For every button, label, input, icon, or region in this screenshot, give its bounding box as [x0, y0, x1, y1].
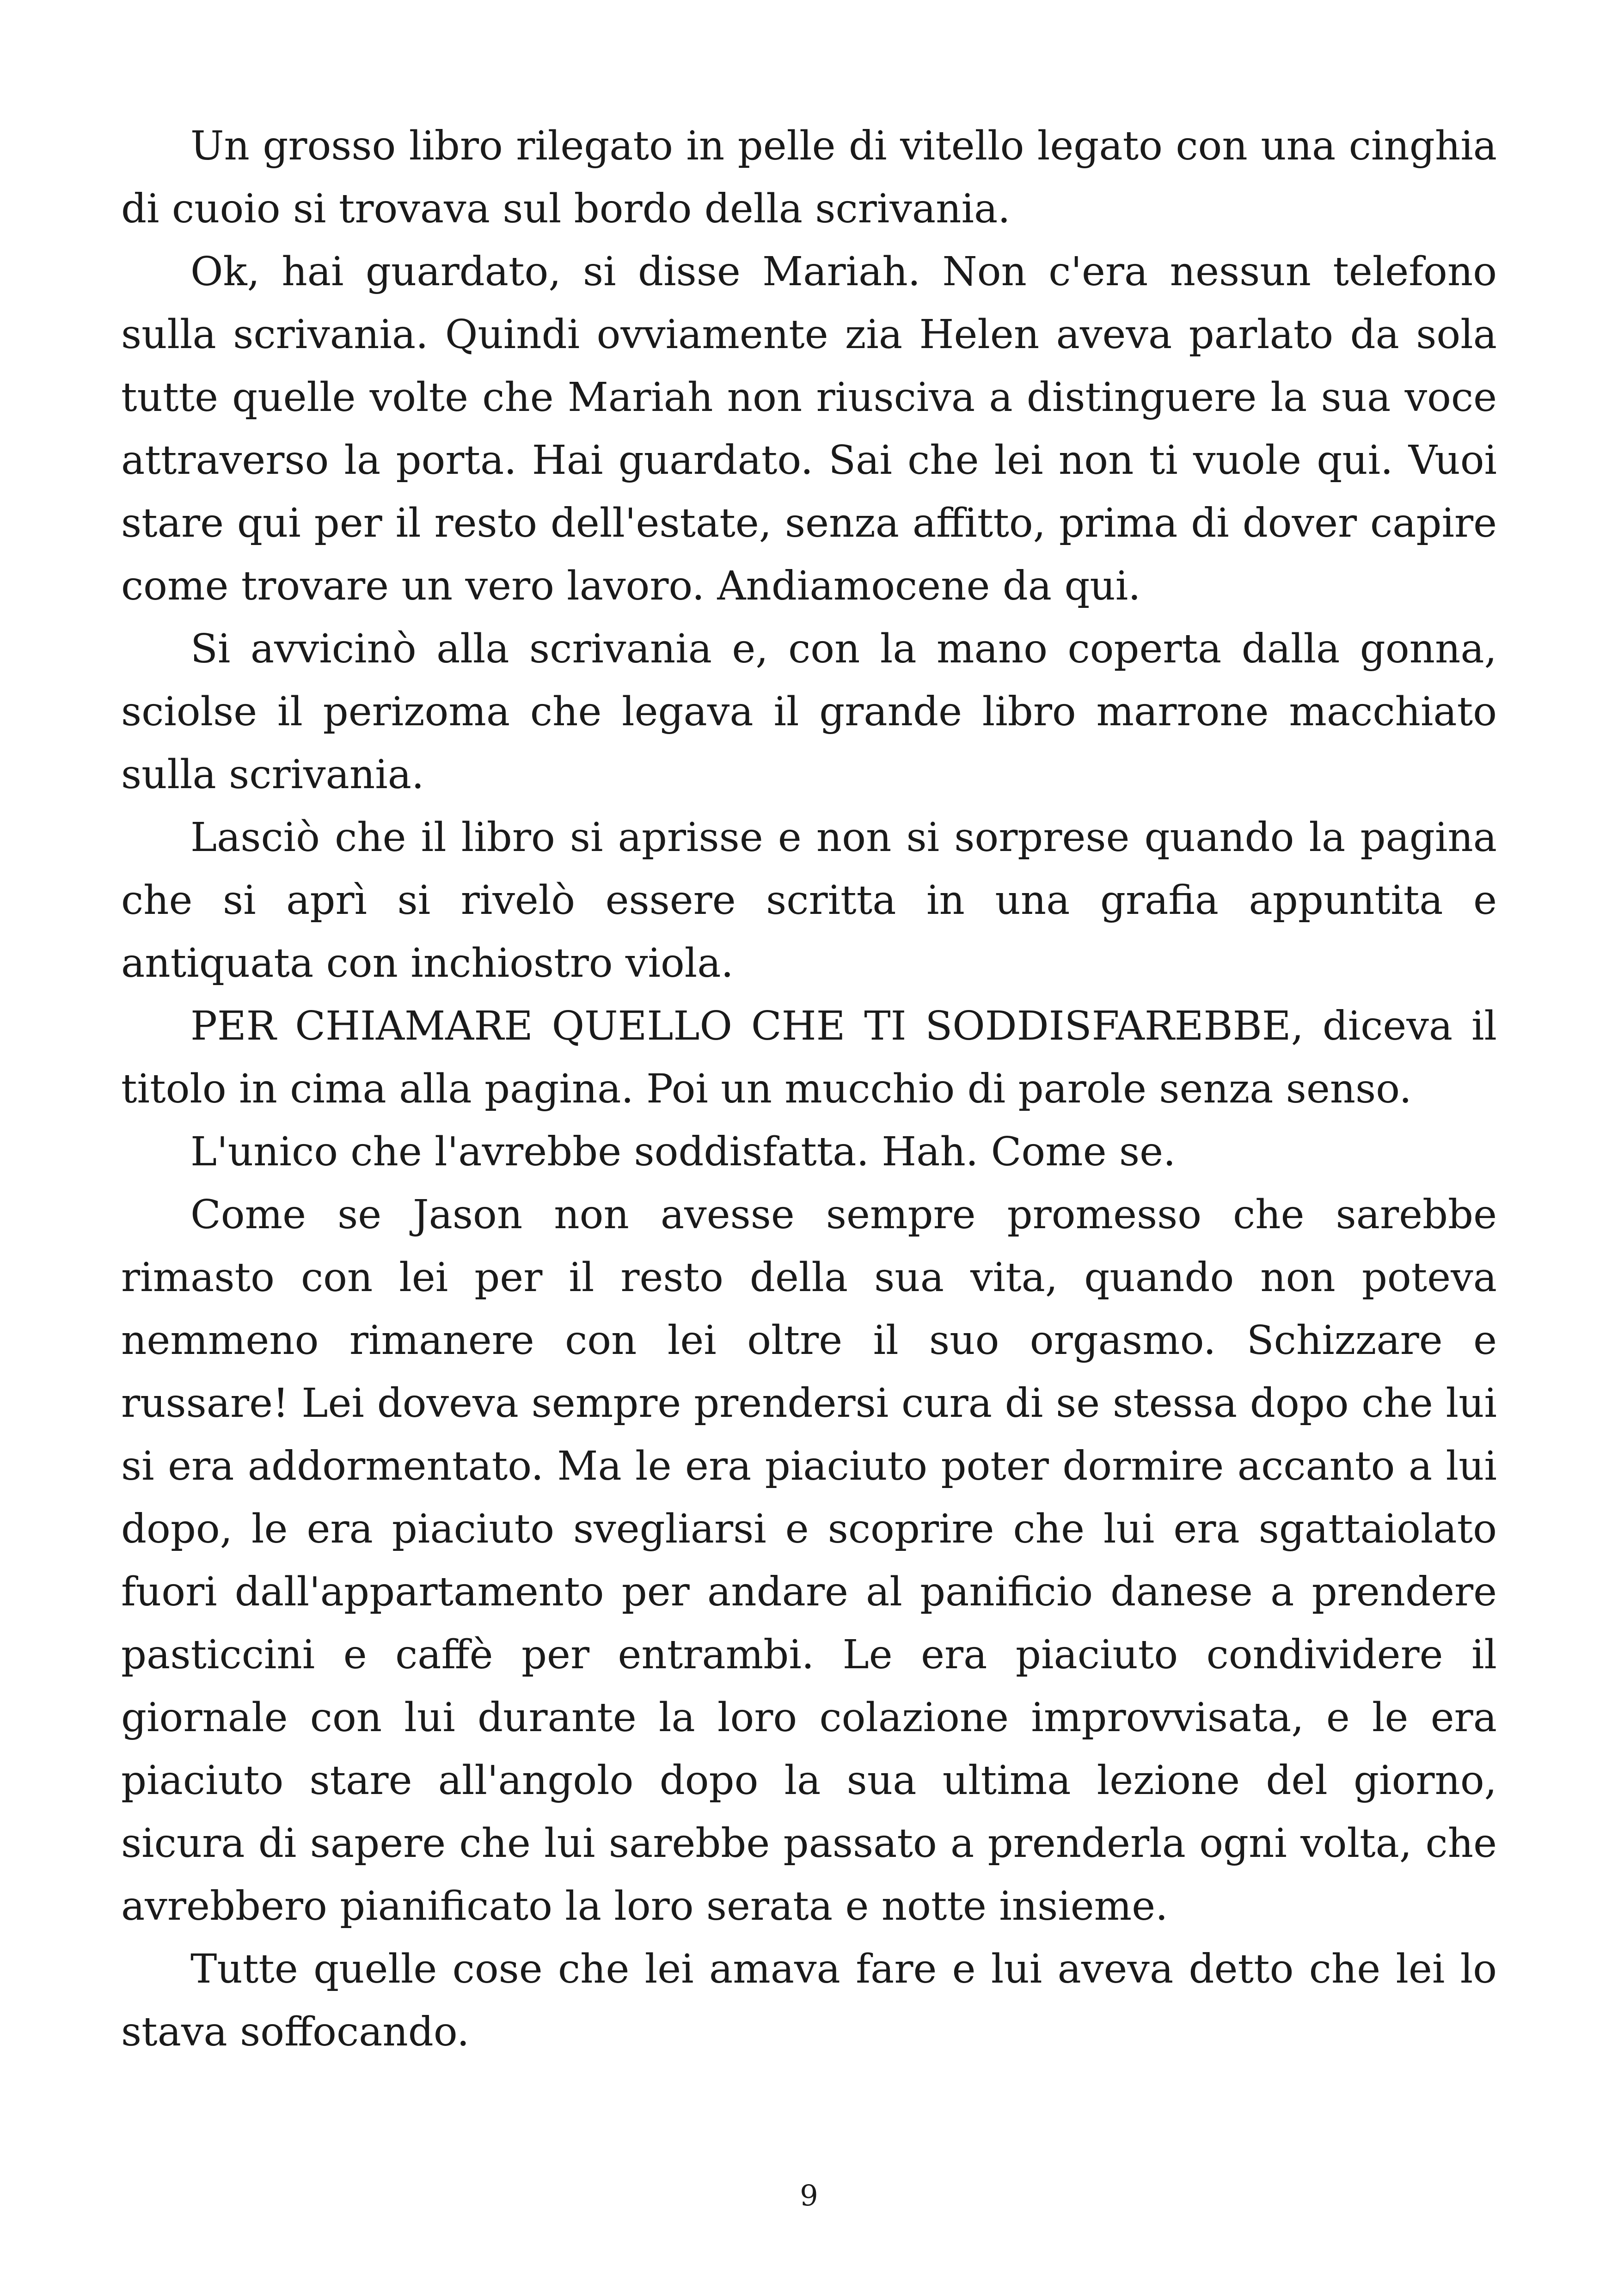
- body-text: [121, 115, 1497, 2063]
- paragraph: L'unico che l'avrebbe soddisfatta. Hah. Come se.: [190, 1129, 1176, 1175]
- paragraph: Si avvicinò alla scrivania e, con la mano coperta dalla gonna, sciolse il perizoma che legava il grande libro marrone macchiato sulla scrivania.: [121, 626, 1497, 798]
- page-number: 9: [800, 2179, 818, 2212]
- paragraph: Tutte quelle cose che lei amava fare e lui aveva detto che lei lo stava soffocando.: [121, 1946, 1497, 2055]
- paragraph: Ok, hai guardato, si disse Mariah. Non c'era nessun telefono sulla scrivania. Quindi ovviamente zia Helen aveva parlato da sola tutte quelle volte che Mariah non riusciva a distinguere la sua voce attraverso la porta. Hai guardato. Sai che lei non ti vuole qui. Vuoi stare qui per il resto dell'estate, senza affitto, prima di dover capire come trovare un vero lavoro. Andiamocene da qui.: [121, 249, 1497, 609]
- paragraph: Come se Jason non avesse sempre promesso che sarebbe rimasto con lei per il resto della sua vita, quando non poteva nemmeno rimanere con lei oltre il suo orgasmo. Schizzare e russare! Lei doveva sempre prendersi cura di se stessa dopo che lui si era addormentato. Ma le era piaciuto poter dormire accanto a lui dopo, le era piaciuto svegliarsi e scoprire che lui era sgattaiolato fuori dall'appartamento per andare al panificio danese a prendere pasticcini e caffè per entrambi. Le era piaciuto condividere il giornale con lui durante la loro colazione improvvisata, e le era piaciuto stare all'angolo dopo la sua ultima lezione del giorno, sicura di sapere che lui sarebbe passato a prenderla ogni volta, che avrebbero pianificato la loro serata e notte insieme.: [121, 1192, 1497, 1929]
- paragraph: Lasciò che il libro si aprisse e non si sorprese quando la pagina che si aprì si rivelò essere scritta in una grafia appuntita e antiquata con inchiostro viola.: [121, 814, 1497, 986]
- paragraph: PER CHIAMARE QUELLO CHE TI SODDISFAREBBE, diceva il titolo in cima alla pagina. Poi un mucchio di parole senza senso.: [121, 1003, 1497, 1112]
- paragraph: Un grosso libro rilegato in pelle di vitello legato con una cinghia di cuoio si trovava sul bordo della scrivania.: [121, 123, 1497, 232]
